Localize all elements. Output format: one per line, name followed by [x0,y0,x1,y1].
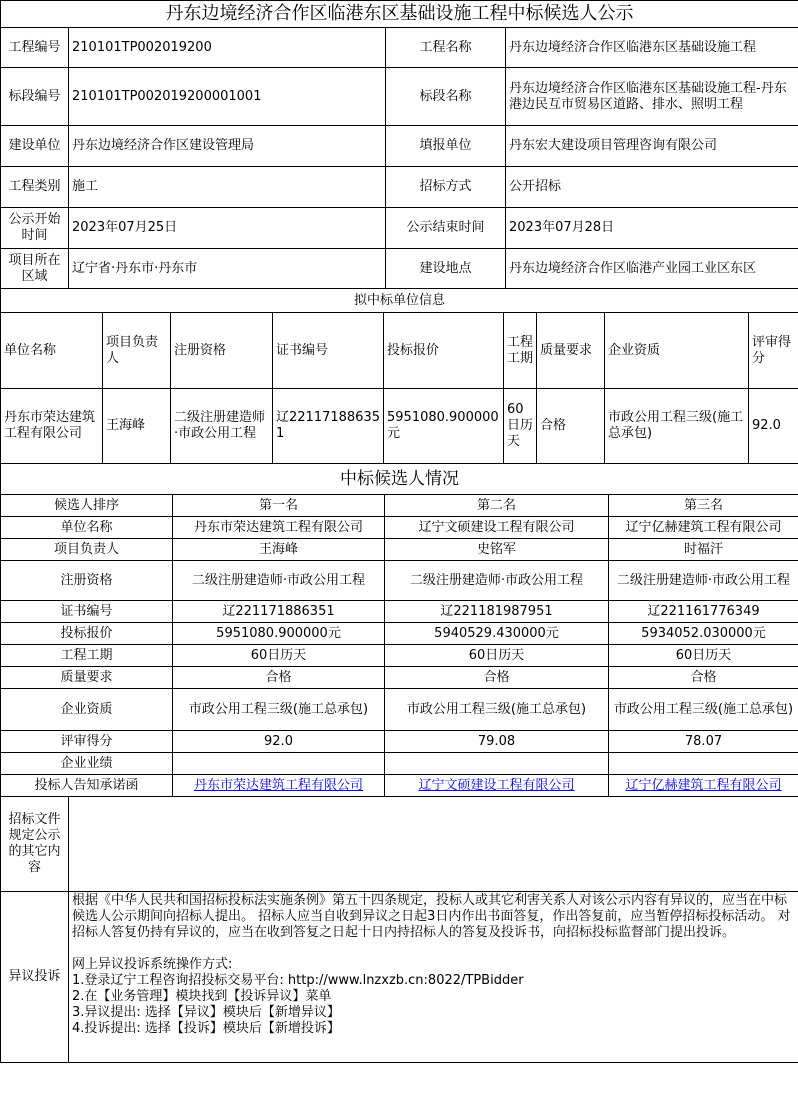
candidate-cell: 辽221171886351 [173,601,385,623]
site-label: 建设地点 [386,249,506,289]
winner-header: 单位名称 [1,313,103,389]
letter-link-first[interactable]: 丹东市荣达建筑工程有限公司 [193,777,363,793]
start-date: 2023年07月25日 [69,208,386,249]
candidate-cell: 丹东市荣达建筑工程有限公司 [173,517,385,539]
candidate-row-label: 单位名称 [1,517,173,539]
candidate-row-label: 投标报价 [1,623,173,645]
candidate-cell: 合格 [385,667,609,689]
candidate-cell: 5951080.900000元 [173,623,385,645]
end-date: 2023年07月28日 [506,208,798,249]
owner: 丹东边境经济合作区建设管理局 [69,126,386,167]
candidates-table [0,463,798,797]
winner-cell: 合格 [537,389,605,464]
candidate-row-label: 工程工期 [1,645,173,667]
winner-header: 质量要求 [537,313,605,389]
section-code: 210101TP002019200001001 [69,68,386,126]
candidate-cell: 5934052.030000元 [609,623,798,645]
winner-header: 项目负责人 [103,313,171,389]
guide-step: 2.在【业务管理】模块找到【投诉异议】菜单 [72,989,332,1004]
winner-cell: 丹东市荣达建筑工程有限公司 [1,389,103,464]
winner-info-table [0,288,798,464]
owner-label: 建设单位 [1,126,69,167]
candidate-row-label: 质量要求 [1,667,173,689]
winner-cell: 60日历天 [504,389,537,464]
candidate-cell [173,753,385,775]
method-label: 招标方式 [386,167,506,208]
section-name-label: 标段名称 [386,68,506,126]
winner-header: 投标报价 [384,313,504,389]
candidate-cell: 60日历天 [385,645,609,667]
rank-first: 第一名 [173,495,385,517]
candidate-cell: 辽221161776349 [609,601,798,623]
candidate-cell: 王海峰 [173,539,385,561]
candidate-row-label: 企业资质 [1,689,173,731]
rank-second: 第二名 [385,495,609,517]
candidate-cell: 78.07 [609,731,798,753]
candidates-title: 中标候选人情况 [1,464,798,495]
type: 施工 [69,167,386,208]
start-label: 公示开始时间 [1,208,69,249]
guide-step: 3.异议提出: 选择【异议】模块后【新增异议】 [72,1005,340,1020]
candidate-cell: 二级注册建造师·市政公用工程 [609,561,798,601]
winner-section-title: 拟中标单位信息 [1,289,798,313]
candidate-cell: 辽宁亿赫建筑工程有限公司 [609,517,798,539]
candidate-cell: 辽221181987951 [385,601,609,623]
other-info-table [0,796,798,1063]
candidate-row-label: 企业业绩 [1,753,173,775]
candidate-cell: 79.08 [385,731,609,753]
project-code: 210101TP002019200 [69,28,386,68]
rank-label: 候选人排序 [1,495,173,517]
candidate-cell: 合格 [609,667,798,689]
page-title: 丹东边境经济合作区临港东区基础设施工程中标候选人公示 [1,1,798,28]
candidate-cell: 辽宁文硕建设工程有限公司 [385,517,609,539]
region-label: 项目所在区域 [1,249,69,289]
guide-title: 网上异议投诉系统操作方式: [72,957,233,972]
type-label: 工程类别 [1,167,69,208]
candidate-cell: 市政公用工程三级(施工总承包) [385,689,609,731]
candidate-cell: 5940529.430000元 [385,623,609,645]
project-code-label: 工程编号 [1,28,69,68]
section-code-label: 标段编号 [1,68,69,126]
candidate-cell: 60日历天 [173,645,385,667]
winner-cell: 市政公用工程三级(施工总承包) [605,389,749,464]
guide-step: 4.投诉提出: 选择【投诉】模块后【新增投诉】 [72,1021,340,1036]
candidate-cell: 二级注册建造师·市政公用工程 [173,561,385,601]
other-label: 招标文件规定公示的其它内容 [1,797,69,892]
objection-label: 异议投诉 [1,892,69,1063]
winner-header: 企业资质 [605,313,749,389]
winner-header: 注册资格 [171,313,273,389]
section-name: 丹东边境经济合作区临港东区基础设施工程-丹东港边民互市贸易区道路、排水、照明工程 [506,68,798,126]
candidate-cell: 时福汗 [609,539,798,561]
candidate-row-label: 证书编号 [1,601,173,623]
candidate-row-label: 评审得分 [1,731,173,753]
guide-step: 1.登录辽宁工程咨询招投标交易平台: http://www.lnzxzb.cn:8022/TPBidder [72,973,524,988]
objection-content [69,892,798,1063]
other-content [69,797,798,892]
candidate-cell [609,753,798,775]
filer: 丹东宏大建设项目管理咨询有限公司 [506,126,798,167]
candidate-cell: 60日历天 [609,645,798,667]
winner-cell: 辽221171886351 [273,389,384,464]
winner-cell: 92.0 [749,389,798,464]
objection-paragraph: 根据《中华人民共和国招标投标法实施条例》第五十四条规定，投标人或其它利害关系人对该公示内容有异议的，应当在中标候选人公示期间向招标人提出。 招标人应当自收到异议之日起3日内作出书面答复，作出答复前，应当暂停招标投标活动。 对招标人答复仍持有异议的，应当在收到答复之日起十日内持招标人的答复及投诉书，向招标投标监督部门提出投诉。 [72,893,791,940]
project-name: 丹东边境经济合作区临港东区基础设施工程 [506,28,798,68]
candidate-cell: 史铭军 [385,539,609,561]
candidate-cell: 92.0 [173,731,385,753]
site: 丹东边境经济合作区临港产业园工业区东区 [506,249,798,289]
winner-cell: 二级注册建造师·市政公用工程 [171,389,273,464]
winner-header: 工程工期 [504,313,537,389]
method: 公开招标 [506,167,798,208]
project-name-label: 工程名称 [386,28,506,68]
candidate-row-label: 注册资格 [1,561,173,601]
winner-cell: 5951080.900000元 [384,389,504,464]
winner-cell: 王海峰 [103,389,171,464]
candidate-cell: 市政公用工程三级(施工总承包) [609,689,798,731]
region: 辽宁省·丹东市·丹东市 [69,249,386,289]
candidate-cell: 市政公用工程三级(施工总承包) [173,689,385,731]
candidate-row-label: 项目负责人 [1,539,173,561]
candidate-cell: 二级注册建造师·市政公用工程 [385,561,609,601]
winner-header: 评审得分 [749,313,798,389]
candidate-cell: 合格 [173,667,385,689]
letter-label: 投标人告知承诺函 [1,775,173,797]
end-label: 公示结束时间 [386,208,506,249]
rank-third: 第三名 [609,495,798,517]
winner-header: 证书编号 [273,313,384,389]
project-info-table [0,0,798,289]
letter-link-second[interactable]: 辽宁文硕建设工程有限公司 [418,777,575,793]
filer-label: 填报单位 [386,126,506,167]
letter-link-third[interactable]: 辽宁亿赫建筑工程有限公司 [625,777,782,793]
candidate-cell [385,753,609,775]
